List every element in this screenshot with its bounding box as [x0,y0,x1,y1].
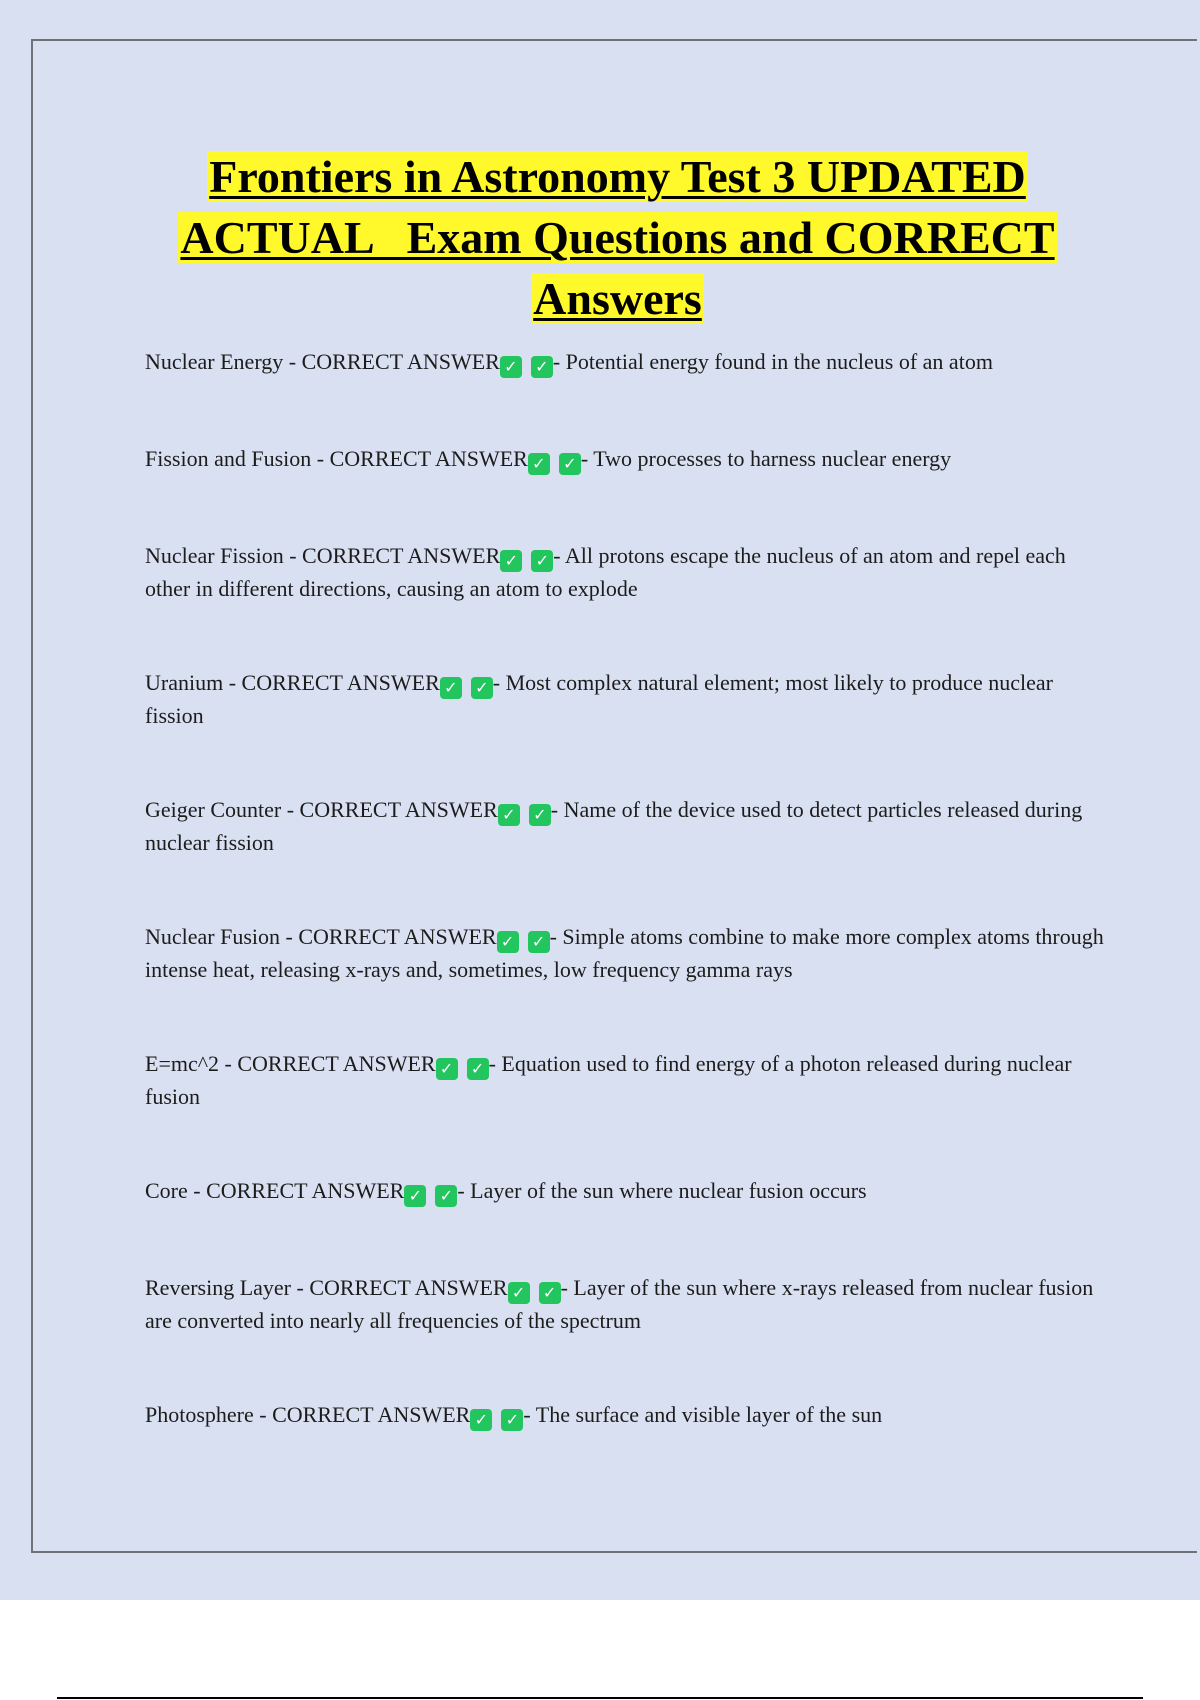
qa-term: Nuclear Fission [145,543,284,568]
check-mark-icon: ✓ [501,1409,523,1431]
check-mark-icon: ✓ [531,356,553,378]
check-mark-icon: ✓ [497,931,519,953]
qa-separator: - CORRECT ANSWER [193,1178,405,1203]
qa-separator: - CORRECT ANSWER [286,797,498,822]
qa-term: Nuclear Energy [145,349,284,374]
qa-item [145,539,1105,605]
qa-answer: - Layer of the sun where x-rays released from nuclear fusion are converted into nearly all frequencies of the spectrum [145,1275,1094,1333]
qa-answer: - Equation used to find energy of a photon released during nuclear fusion [145,1051,1072,1109]
qa-term: Reversing Layer [145,1275,291,1300]
qa-term: Geiger Counter [145,797,282,822]
qa-separator: - CORRECT ANSWER [228,670,440,695]
title-line-1: Frontiers in Astronomy Test 3 UPDATED [209,151,1026,202]
qa-item [145,1047,1105,1113]
qa-term: Photosphere [145,1402,254,1427]
check-mark-icon: ✓ [539,1282,561,1304]
qa-answer: - Most complex natural element; most likely to produce nuclear fission [145,670,1053,728]
qa-term: E=mc^2 [145,1051,220,1076]
check-mark-icon: ✓ [435,1185,457,1207]
check-mark-icon: ✓ [528,453,550,475]
check-mark-icon: ✓ [508,1282,530,1304]
qa-separator: - CORRECT ANSWER [259,1402,471,1427]
footer-rule [57,1697,1143,1699]
qa-separator: - CORRECT ANSWER [316,446,528,471]
qa-answer: - Layer of the sun where nuclear fusion occurs [457,1178,867,1203]
qa-answer: - All protons escape the nucleus of an atom and repel each other in different directions, causing an atom to explode [145,543,1066,601]
qa-separator: - CORRECT ANSWER [296,1275,508,1300]
qa-item [145,920,1105,986]
qa-item [145,1398,1105,1431]
qa-separator: - CORRECT ANSWER [289,543,501,568]
qa-term: Nuclear Fusion [145,924,281,949]
title-line-2: ACTUAL Exam Questions and CORRECT [180,212,1055,263]
qa-answer: - Simple atoms combine to make more complex atoms through intense heat, releasing x-rays and, sometimes, low frequency gamma rays [145,924,1104,982]
qa-item [145,793,1105,859]
qa-answer: - Potential energy found in the nucleus of an atom [552,349,993,374]
check-mark-icon: ✓ [470,1409,492,1431]
check-mark-icon: ✓ [500,356,522,378]
check-mark-icon: ✓ [467,1058,489,1080]
title-line-3: Answers [533,273,702,324]
qa-term: Fission and Fusion [145,446,312,471]
check-mark-icon: ✓ [436,1058,458,1080]
check-mark-icon: ✓ [500,550,522,572]
check-mark-icon: ✓ [531,550,553,572]
check-mark-icon: ✓ [471,677,493,699]
check-mark-icon: ✓ [559,453,581,475]
qa-separator: - CORRECT ANSWER [224,1051,436,1076]
qa-term: Core [145,1178,188,1203]
qa-answer: - The surface and visible layer of the sun [523,1402,883,1427]
check-mark-icon: ✓ [440,677,462,699]
qa-item [145,345,1105,378]
qa-item [145,666,1105,732]
document-title [120,146,1115,329]
qa-answer: - Two processes to harness nuclear energy [580,446,952,471]
check-mark-icon: ✓ [529,804,551,826]
qa-separator: - CORRECT ANSWER [288,349,500,374]
qa-item [145,1174,1105,1207]
check-mark-icon: ✓ [498,804,520,826]
qa-answer: - Name of the device used to detect particles released during nuclear fission [145,797,1083,855]
qa-item [145,1271,1105,1337]
check-mark-icon: ✓ [404,1185,426,1207]
check-mark-icon: ✓ [528,931,550,953]
qa-term: Uranium [145,670,224,695]
qa-item [145,442,1105,475]
qa-separator: - CORRECT ANSWER [285,924,497,949]
